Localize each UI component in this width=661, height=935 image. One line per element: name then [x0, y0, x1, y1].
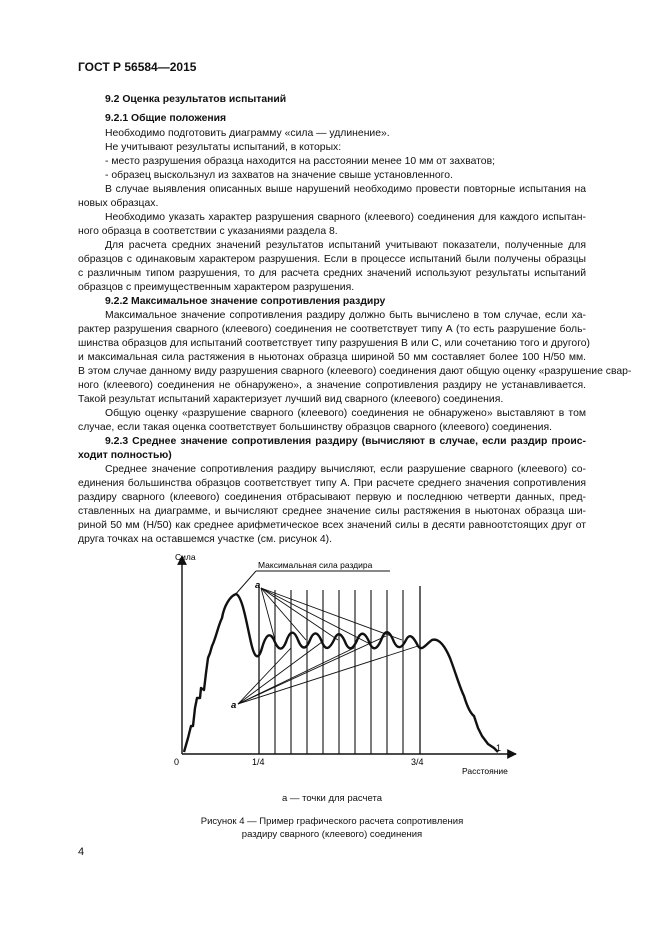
- para-line: В этом случае данному виду разрушения сварного (клеевого) соединения дают общую оценку «разрушение свар-: [78, 366, 632, 377]
- bottom-label-leaders: [238, 636, 418, 704]
- para-line: Общую оценку «разрушение сварного (клеевого) соединения не обнаружено» выставляют в том: [105, 408, 586, 419]
- para-line: ного образца в соответствии с указаниями раздела 8.: [78, 226, 338, 237]
- tick-label-0: 0: [174, 757, 180, 767]
- leader-line: [238, 636, 386, 704]
- para-line: шинства образцов для испытаний соответствует типу разрушения В или С, или сочетанию того и другого): [78, 338, 590, 349]
- para-line: риной 50 мм (Н/50) как среднее арифметическое всех значений силы в десяти равноотстоящих друг от: [78, 520, 586, 531]
- figure-caption-line2: раздиру сварного (клеевого) соединения: [241, 829, 423, 840]
- leader-line: [261, 588, 370, 644]
- tick-label-one: 1: [496, 743, 502, 753]
- para-line: - место разрушения образца находится на расстоянии менее 10 мм от захватов;: [105, 156, 495, 167]
- figure-4-diagram: [170, 548, 530, 788]
- figure-legend: a — точки для расчета: [282, 793, 382, 804]
- page-number: 4: [78, 846, 85, 858]
- para-line: с различным типом разрушения, то для расчета средних значений используют результаты испытаний: [78, 268, 586, 279]
- para-line: Не учитывают результаты испытаний, в которых:: [105, 142, 342, 153]
- document-header: ГОСТ Р 56584—2015: [78, 60, 197, 74]
- leader-line: [238, 642, 322, 704]
- point-label-top: a: [255, 580, 261, 591]
- tick-label-quarter: 1/4: [252, 757, 265, 767]
- para-line: Максимальное значение сопротивления раздиру должно быть вычислено в том случае, если ха-: [105, 310, 586, 321]
- para-line: раздиру сварного (клеевого) соединения отбрасывают первую и последнюю четверти данных, пред-: [78, 492, 586, 503]
- para-line: образцов с одинаковым характером разрушения. Если в процессе испытаний были получены образцы: [78, 254, 586, 265]
- para-line: Среднее значение сопротивления раздиру вычисляют, если разрушение сварного (клеевого) со-: [105, 464, 586, 475]
- subsection-title-921: 9.2.1 Общие положения: [105, 113, 227, 124]
- para-line: ставленных на диаграмме, и вычисляют среднее значение силы растяжения в ньютонах образца ши-: [78, 506, 586, 517]
- measurement-lines: [275, 590, 403, 754]
- para-line: случае, если такая оценка соответствует большинству образцов сварного (клеевого) соединения.: [78, 422, 552, 433]
- para-line: и максимальная сила растяжения в ньютонах образца шириной 50 мм составляет более 100 Н/50 мм.: [78, 352, 586, 363]
- section-title: 9.2 Оценка результатов испытаний: [105, 94, 287, 105]
- subsection-title-922: 9.2.2 Максимальное значение сопротивления раздиру: [105, 296, 386, 307]
- para-line: Необходимо подготовить диаграмму «сила — удлинение».: [105, 128, 390, 139]
- para-line: - образец выскользнул из захватов на значение свыше установленного.: [105, 170, 453, 181]
- para-line: образцов с преимущественным характером разрушения.: [78, 282, 355, 293]
- tick-label-three-quarter: 3/4: [411, 757, 424, 767]
- top-label-leaders: [261, 588, 402, 644]
- max-force-leader: [234, 571, 256, 596]
- para-line: друга точках на оставшемся участке (см. рисунок 4).: [78, 534, 332, 545]
- x-axis-label: Расстояние: [462, 766, 508, 776]
- point-label-bottom: a: [231, 700, 237, 711]
- subsection-title-923: 9.2.3 Среднее значение сопротивления раздиру (вычисляют в случае, если раздир проис-: [105, 436, 586, 447]
- para-line: ного (клеевого) соединения не обнаружено», а значение сопротивления раздиру не устанавливается.: [78, 380, 586, 391]
- y-axis-label: Сила: [175, 552, 196, 562]
- para-line: Для расчета средних значений результатов испытаний учитывают показатели, полученные для: [105, 240, 586, 251]
- para-line: Необходимо указать характер разрушения сварного (клеевого) соединения для каждого испытан-: [105, 212, 586, 223]
- subsection-title-923-cont: ходит полностью): [78, 450, 172, 461]
- para-line: новых образцах.: [78, 198, 159, 209]
- para-line: рактер разрушения сварного (клеевого) соединения не соответствует типу А (то есть разрушение боль-: [78, 324, 586, 335]
- para-line: Такой результат испытаний характеризует лучший вид сварного (клеевого) соединения.: [78, 394, 504, 405]
- leader-line: [261, 588, 402, 640]
- max-force-label: Максимальная сила раздира: [258, 560, 373, 570]
- para-line: В случае выявления описанных выше нарушений необходимо провести повторные испытания на: [105, 184, 586, 195]
- para-line: единения большинства образцов соответствует типу А. При расчете среднего значения сопротивления: [78, 478, 586, 489]
- figure-caption-line1: Рисунок 4 — Пример графического расчета сопротивления: [200, 816, 464, 827]
